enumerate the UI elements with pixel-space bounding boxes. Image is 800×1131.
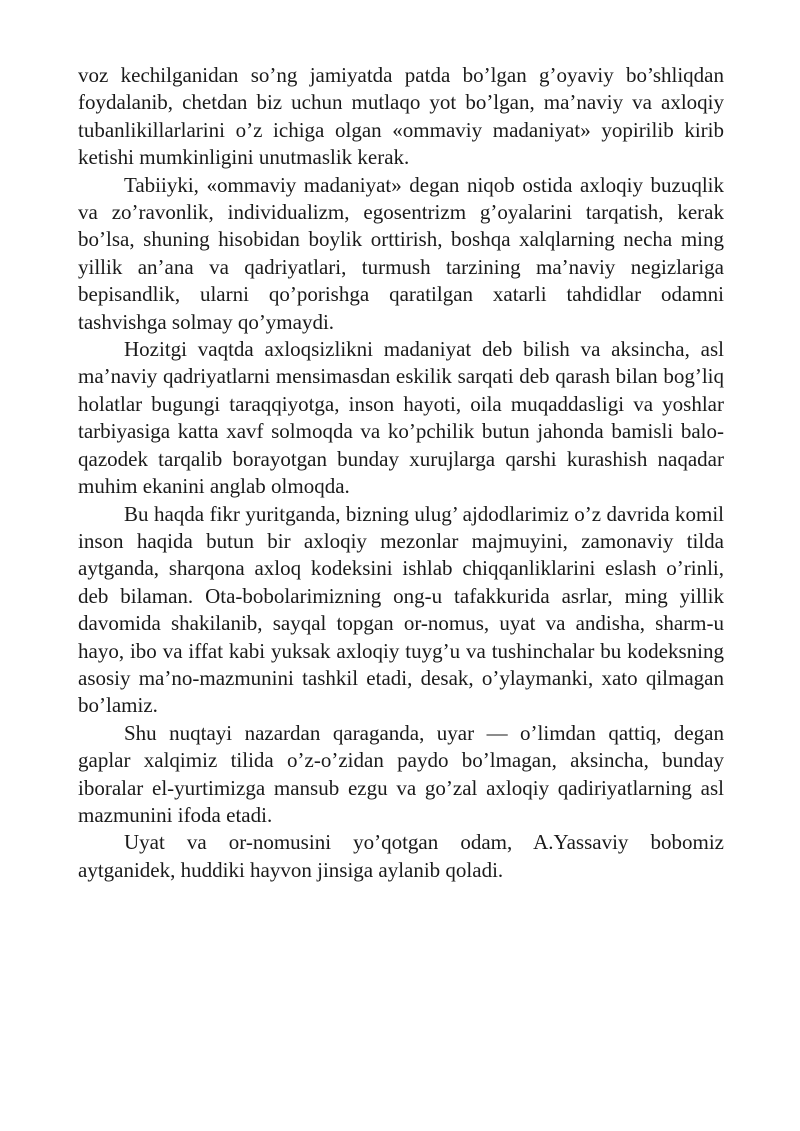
paragraph-4: Bu haqda fikr yuritganda, bizning ulug’ ajdodlarimiz o’z davrida komil inson haqida butun bir axloqiy mezonlar majmuyini, zamonaviy tilda aytganda, sharqona axloq kodeksini ishlab chiqqanliklarini eslash o’rinli, deb bilaman. Ota-bobolarimizning ong-u tafakkurida asrlar, ming yillik davomida shakilanib, sayqal topgan or-nomus, uyat va andisha, sharm-u hayo, ibo va iffat kabi yuksak axloqiy tuyg’u va tushinchalar bu kodeksning asosiy ma’no-mazmunini tashkil etadi, desak, o’ylaymanki, xato qilmagan bo’lamiz. [78, 501, 724, 718]
paragraph-5: Shu nuqtayi nazardan qaraganda, uyar — o’limdan qattiq, degan gaplar xalqimiz tilida o’z-o’zidan paydo bo’lmagan, aksincha, bunday iboralar el-yurtimizga mansub ezgu va go’zal axloqiy qadiriyatlarning asl mazmunini ifoda etadi. [78, 720, 724, 827]
document-page [78, 62, 724, 884]
paragraph-1: voz kechilganidan so’ng jamiyatda patda bo’lgan g’oyaviy bo’shliqdan foydalanib, chetdan biz uchun mutlaqo yot bo’lgan, ma’naviy va axloqiy tubanlikillarlarini o’z ichiga olgan «ommaviy madaniyat» yopirilib kirib ketishi mumkinligini unutmaslik kerak. [78, 63, 724, 170]
paragraph-2: Tabiiyki, «ommaviy madaniyat» degan niqob ostida axloqiy buzuqlik va zo’ravonlik, individualizm, egosentrizm g’oyalarini tarqatish, kerak bo’lsa, shuning hisobidan boylik orttirish, boshqa xalqlarning necha ming yillik an’ana va qadriyatlari, turmush tarzining ma’naviy negizlariga bepisandlik, ularni qo’porishga qaratilgan xatarli tahdidlar odamni tashvishga solmay qo’ymaydi. [78, 172, 724, 334]
paragraph-3: Hozitgi vaqtda axloqsizlikni madaniyat deb bilish va aksincha, asl ma’naviy qadriyatlarni mensimasdan eskilik sarqati deb qarash bilan bog’liq holatlar bugungi taraqqiyotga, inson hayoti, oila muqaddasligi va yoshlar tarbiyasiga katta xavf solmoqda va ko’pchilik butun jahonda bamisli balo-qazodek tarqalib borayotgan bunday xurujlarga qarshi kurashish naqadar muhim ekanini anglab olmoqda. [78, 337, 724, 499]
paragraph-6: Uyat va or-nomusini yo’qotgan odam, A.Yassaviy bobomiz aytganidek, huddiki hayvon jinsiga aylanib qoladi. [78, 830, 724, 882]
